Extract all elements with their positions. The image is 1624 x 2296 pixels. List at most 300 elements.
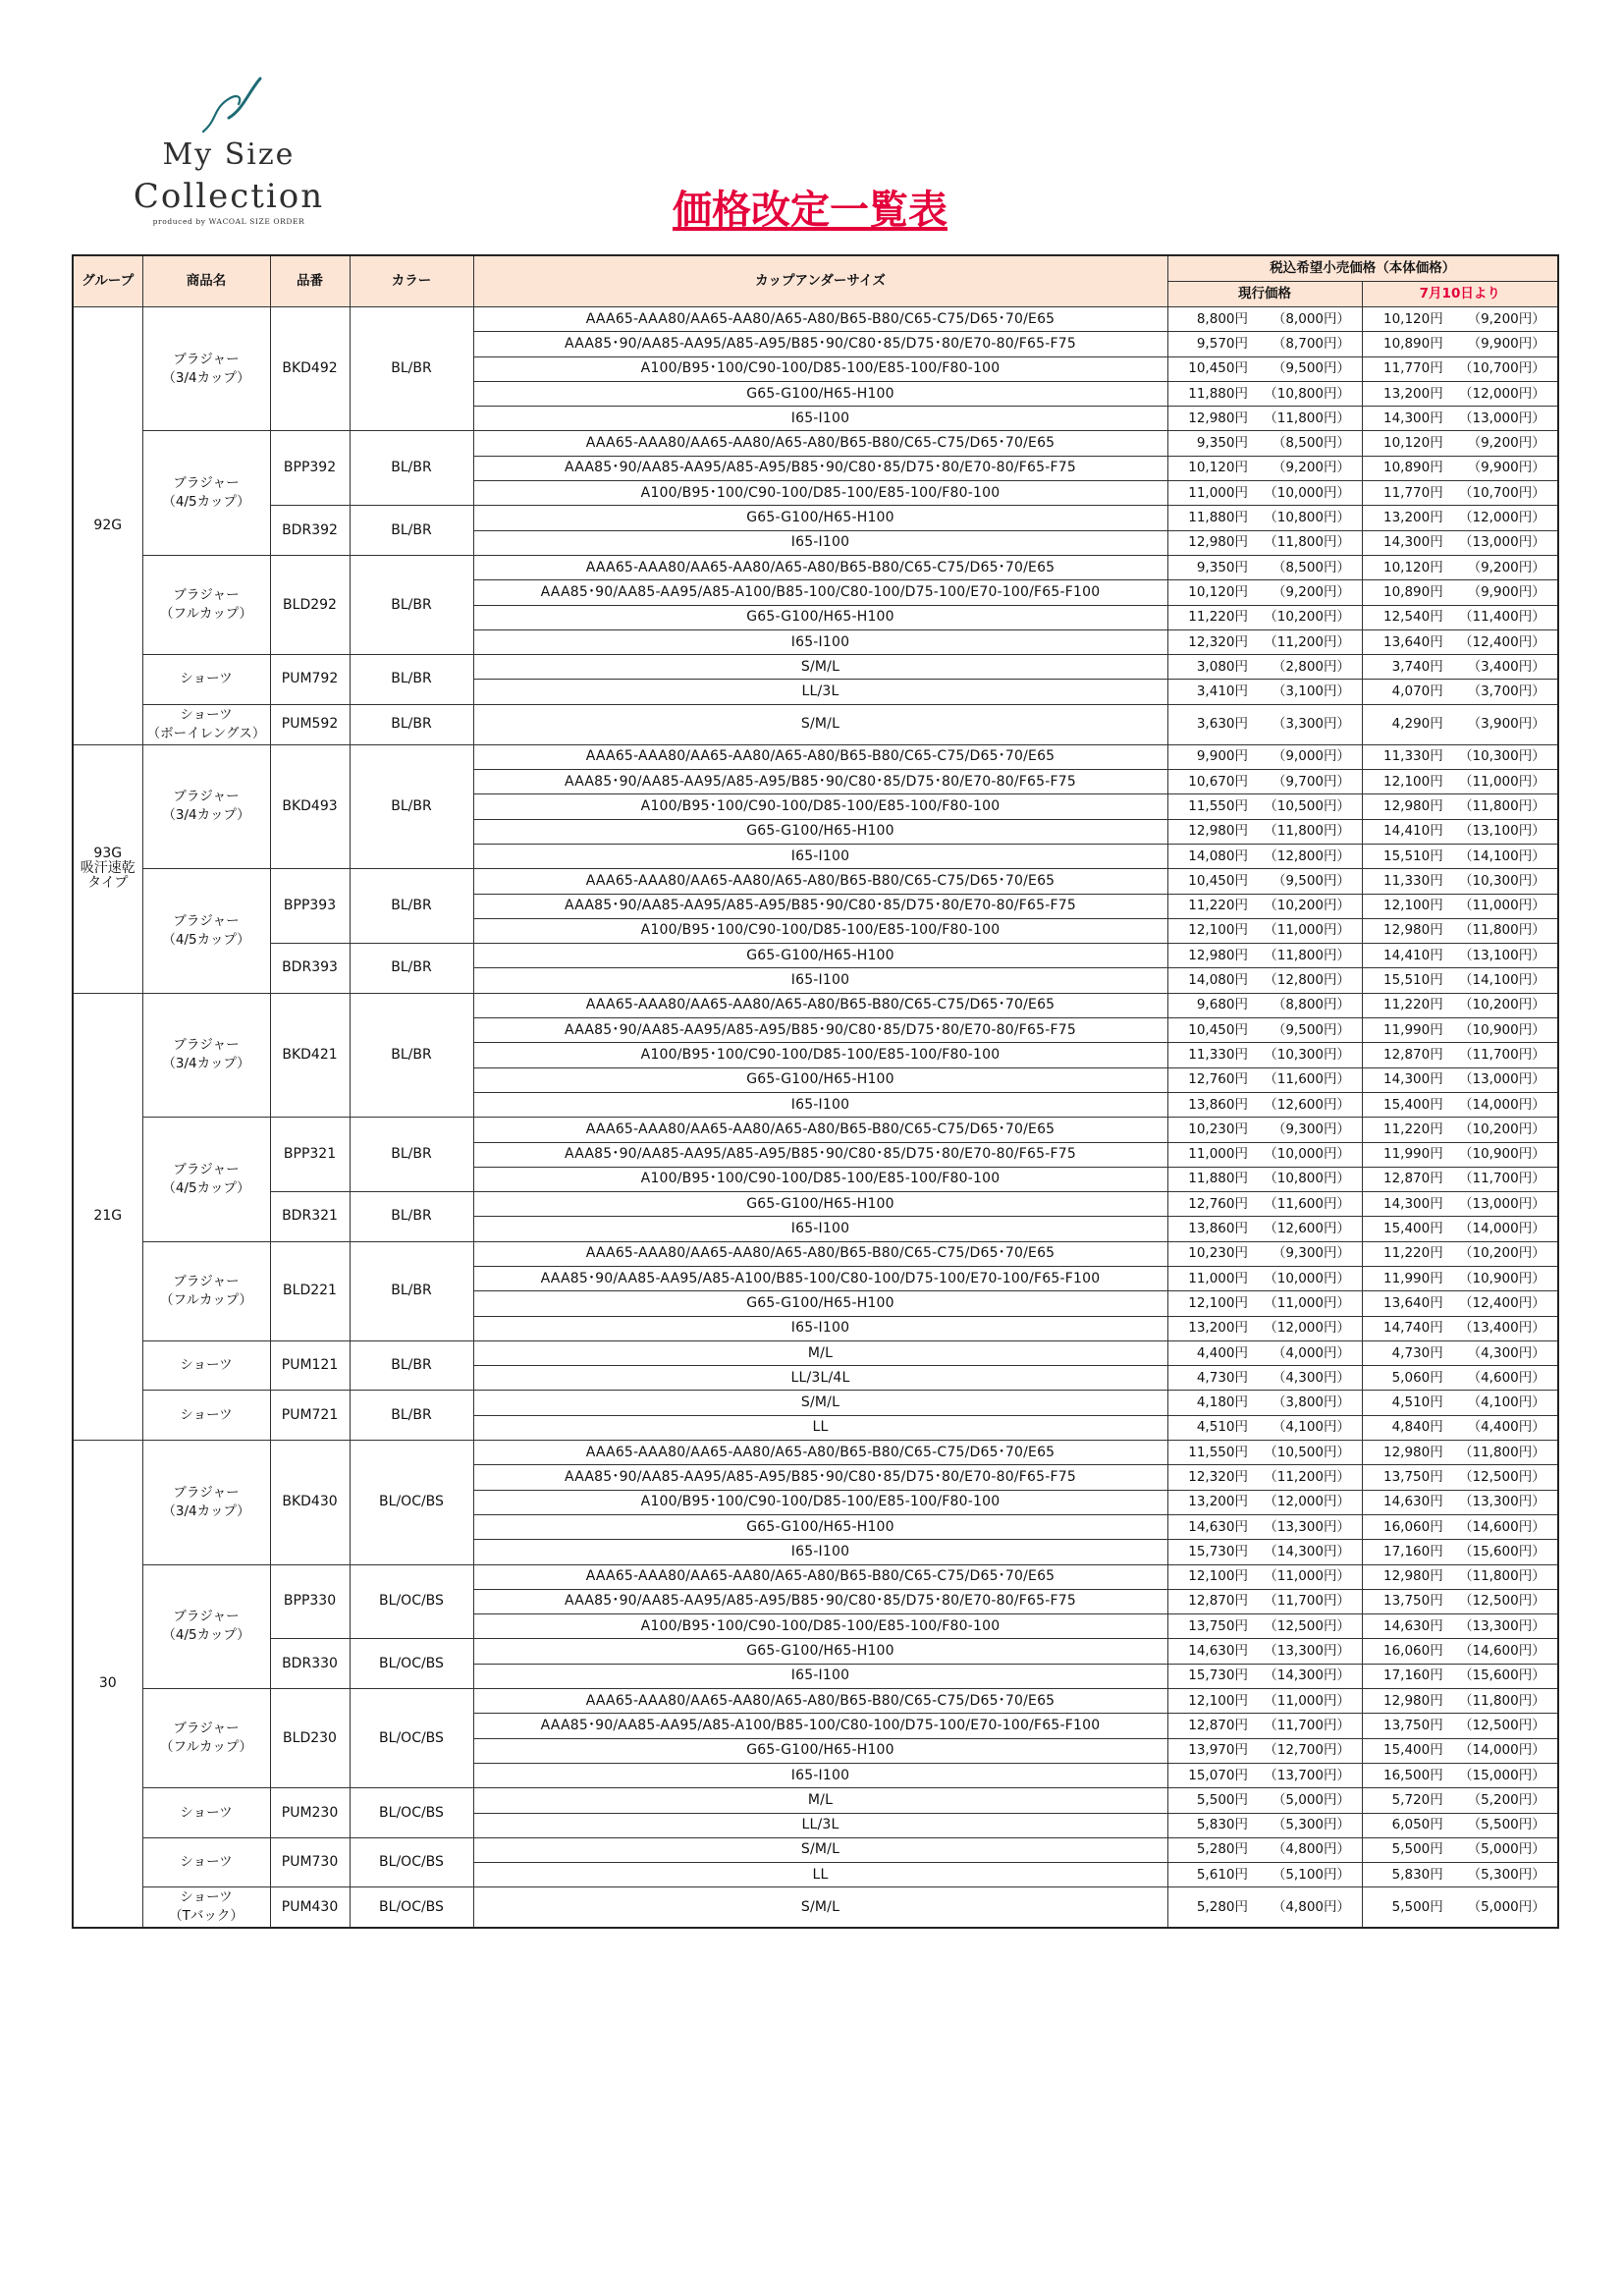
price-with-tax: 15,070円 <box>1188 1767 1248 1783</box>
color-cell: BL/BR <box>350 1340 473 1391</box>
size-cell: AAA85･90/AA85-AA95/A85-A95/B85･90/C80･85/D75･80/E70-80/F65-F75 <box>473 1589 1167 1613</box>
price-base: （11,800円） <box>1459 922 1545 939</box>
logo-tagline: produced by WACOAL SIZE ORDER <box>152 217 305 226</box>
table-row <box>73 555 1558 579</box>
price-with-tax: 13,200円 <box>1383 510 1443 526</box>
price-base: （14,100円） <box>1459 972 1545 989</box>
product-code-cell: BKD430 <box>270 1441 350 1564</box>
price-with-tax: 12,980円 <box>1383 1692 1443 1709</box>
price-with-tax: 12,320円 <box>1188 633 1248 650</box>
product-name-cell: ブラジャー （4/5カップ） <box>142 1564 270 1688</box>
current-price-cell <box>1167 1863 1362 1887</box>
new-price-cell <box>1362 1664 1558 1688</box>
table-row <box>73 1340 1558 1365</box>
price-with-tax: 11,550円 <box>1188 797 1248 814</box>
price-with-tax: 13,860円 <box>1188 1221 1248 1237</box>
current-price-cell <box>1167 381 1362 406</box>
price-base: （5,300円） <box>1272 1817 1350 1833</box>
price-base: （4,100円） <box>1272 1419 1350 1436</box>
current-price-cell <box>1167 1092 1362 1117</box>
price-base: （12,800円） <box>1264 847 1350 864</box>
price-with-tax: 11,880円 <box>1188 510 1248 526</box>
price-base: （13,300円） <box>1459 1617 1545 1634</box>
size-cell: G65-G100/H65-H100 <box>473 1067 1167 1092</box>
size-cell: I65-I100 <box>473 968 1167 993</box>
current-price-cell <box>1167 1788 1362 1813</box>
price-base: （3,800円） <box>1272 1394 1350 1411</box>
price-base: （5,000円） <box>1467 1898 1545 1915</box>
current-price-cell <box>1167 894 1362 918</box>
current-price-cell <box>1167 1266 1362 1290</box>
price-base: （15,000円） <box>1459 1767 1545 1783</box>
price-with-tax: 12,100円 <box>1188 1294 1248 1311</box>
product-code-cell: PUM792 <box>270 655 350 705</box>
price-base: （10,800円） <box>1264 385 1350 402</box>
table-row <box>73 1241 1558 1266</box>
price-with-tax: 14,410円 <box>1383 823 1443 840</box>
price-with-tax: 14,300円 <box>1383 1195 1443 1212</box>
price-with-tax: 13,750円 <box>1383 1593 1443 1610</box>
product-name-cell: ブラジャー （3/4カップ） <box>142 307 270 431</box>
product-code-cell: BPP330 <box>270 1564 350 1639</box>
size-cell: G65-G100/H65-H100 <box>473 819 1167 844</box>
new-price-cell <box>1362 1837 1558 1862</box>
product-name-cell: ショーツ <box>142 655 270 705</box>
price-with-tax: 11,550円 <box>1188 1444 1248 1460</box>
price-with-tax: 11,770円 <box>1383 360 1443 377</box>
new-price-cell <box>1362 1714 1558 1738</box>
price-base: （12,400円） <box>1459 633 1545 650</box>
current-price-cell <box>1167 1738 1362 1763</box>
price-base: （14,000円） <box>1459 1096 1545 1113</box>
product-code-cell: BKD492 <box>270 307 350 431</box>
price-base: （9,200円） <box>1272 583 1350 600</box>
price-base: （13,700円） <box>1264 1767 1350 1783</box>
new-price-cell <box>1362 1813 1558 1837</box>
color-cell: BL/BR <box>350 655 473 705</box>
size-cell: A100/B95･100/C90-100/D85-100/E85-100/F80-100 <box>473 918 1167 943</box>
price-with-tax: 12,100円 <box>1383 773 1443 790</box>
price-base: （11,700円） <box>1264 1593 1350 1610</box>
price-with-tax: 6,050円 <box>1391 1817 1443 1833</box>
size-cell: AAA65-AAA80/AA65-AA80/A65-A80/B65-B80/C65-C75/D65･70/E65 <box>473 555 1167 579</box>
current-price-cell <box>1167 431 1362 456</box>
price-base: （11,000円） <box>1459 773 1545 790</box>
price-with-tax: 15,400円 <box>1383 1096 1443 1113</box>
color-cell: BL/OC/BS <box>350 1788 473 1838</box>
price-base: （10,300円） <box>1264 1046 1350 1063</box>
price-with-tax: 11,990円 <box>1383 1146 1443 1163</box>
new-price-cell <box>1362 1340 1558 1365</box>
color-cell: BL/OC/BS <box>350 1887 473 1929</box>
price-with-tax: 4,730円 <box>1391 1344 1443 1361</box>
price-base: （8,800円） <box>1272 997 1350 1013</box>
price-with-tax: 8,800円 <box>1196 310 1248 327</box>
header-size: カップアンダーサイズ <box>473 255 1167 307</box>
price-with-tax: 5,280円 <box>1196 1841 1248 1858</box>
price-with-tax: 15,730円 <box>1188 1543 1248 1559</box>
price-base: （12,000円） <box>1459 385 1545 402</box>
size-cell: M/L <box>473 1788 1167 1813</box>
price-base: （11,700円） <box>1264 1717 1350 1733</box>
price-base: （12,700円） <box>1264 1742 1350 1759</box>
product-name-cell: ブラジャー （3/4カップ） <box>142 744 270 868</box>
product-code-cell: BLD230 <box>270 1689 350 1788</box>
price-with-tax: 5,720円 <box>1391 1791 1443 1808</box>
current-price-cell <box>1167 1192 1362 1217</box>
color-cell: BL/BR <box>350 704 473 744</box>
new-price-cell <box>1362 1887 1558 1929</box>
price-with-tax: 16,060円 <box>1383 1643 1443 1660</box>
price-base: （5,100円） <box>1272 1866 1350 1883</box>
header-current-price: 現行価格 <box>1167 282 1362 307</box>
new-price-cell <box>1362 1788 1558 1813</box>
current-price-cell <box>1167 1018 1362 1043</box>
price-base: （9,200円） <box>1272 460 1350 476</box>
product-code-cell: BPP393 <box>270 869 350 944</box>
product-name-cell: ショーツ （ボーイレングス） <box>142 704 270 744</box>
price-base: （10,200円） <box>1459 1245 1545 1262</box>
product-code-cell: BDR392 <box>270 506 350 556</box>
price-with-tax: 12,870円 <box>1383 1046 1443 1063</box>
size-cell: S/M/L <box>473 704 1167 744</box>
current-price-cell <box>1167 1763 1362 1787</box>
price-with-tax: 13,640円 <box>1383 633 1443 650</box>
current-price-cell <box>1167 869 1362 894</box>
page-title: 価格改定一覧表 <box>673 188 947 233</box>
price-with-tax: 12,870円 <box>1188 1717 1248 1733</box>
size-cell: G65-G100/H65-H100 <box>473 944 1167 968</box>
price-with-tax: 5,500円 <box>1391 1898 1443 1915</box>
price-base: （10,800円） <box>1264 510 1350 526</box>
price-with-tax: 11,990円 <box>1383 1270 1443 1286</box>
logo-text-line1: My Size <box>162 137 296 172</box>
size-cell: AAA85･90/AA85-AA95/A85-A100/B85-100/C80-100/D75-100/E70-100/F65-F100 <box>473 1266 1167 1290</box>
price-base: （4,100円） <box>1467 1394 1545 1411</box>
logo-text-line2: Collection <box>133 177 325 216</box>
price-base: （11,000円） <box>1459 898 1545 914</box>
new-price-cell <box>1362 1564 1558 1589</box>
price-with-tax: 17,160円 <box>1383 1667 1443 1684</box>
new-price-cell <box>1362 307 1558 332</box>
table-row <box>73 506 1558 530</box>
price-base: （11,200円） <box>1264 1469 1350 1485</box>
color-cell: BL/BR <box>350 555 473 654</box>
price-base: （13,300円） <box>1264 1518 1350 1535</box>
price-with-tax: 14,630円 <box>1188 1643 1248 1660</box>
price-base: （13,400円） <box>1459 1320 1545 1337</box>
current-price-cell <box>1167 744 1362 769</box>
new-price-cell <box>1362 356 1558 381</box>
price-base: （9,200円） <box>1467 435 1545 452</box>
price-base: （10,000円） <box>1264 1146 1350 1163</box>
size-cell: LL/3L/4L <box>473 1366 1167 1391</box>
size-cell: S/M/L <box>473 655 1167 680</box>
price-with-tax: 4,510円 <box>1391 1394 1443 1411</box>
color-cell: BL/BR <box>350 307 473 431</box>
price-with-tax: 4,290円 <box>1391 716 1443 733</box>
price-with-tax: 15,400円 <box>1383 1742 1443 1759</box>
price-with-tax: 14,630円 <box>1383 1494 1443 1510</box>
price-with-tax: 12,760円 <box>1188 1195 1248 1212</box>
price-base: （3,400円） <box>1467 658 1545 675</box>
size-cell: A100/B95･100/C90-100/D85-100/E85-100/F80-100 <box>473 1614 1167 1639</box>
color-cell: BL/BR <box>350 869 473 944</box>
price-with-tax: 17,160円 <box>1383 1543 1443 1559</box>
new-price-cell <box>1362 1217 1558 1241</box>
size-cell: AAA85･90/AA85-AA95/A85-A95/B85･90/C80･85/D75･80/E70-80/F65-F75 <box>473 1018 1167 1043</box>
table-row <box>73 655 1558 680</box>
header-group: グループ <box>73 255 142 307</box>
current-price-cell <box>1167 704 1362 744</box>
current-price-cell <box>1167 1514 1362 1539</box>
price-with-tax: 12,980円 <box>1383 1444 1443 1460</box>
price-base: （9,900円） <box>1467 583 1545 600</box>
current-price-cell <box>1167 332 1362 356</box>
current-price-cell <box>1167 456 1362 480</box>
price-with-tax: 5,830円 <box>1391 1866 1443 1883</box>
price-base: （8,000円） <box>1272 310 1350 327</box>
price-with-tax: 12,980円 <box>1383 797 1443 814</box>
color-cell: BL/OC/BS <box>350 1564 473 1639</box>
price-base: （9,200円） <box>1467 310 1545 327</box>
new-price-cell <box>1362 1192 1558 1217</box>
price-base: （11,700円） <box>1459 1171 1545 1187</box>
size-cell: M/L <box>473 1340 1167 1365</box>
new-price-cell <box>1362 844 1558 868</box>
size-cell: I65-I100 <box>473 1092 1167 1117</box>
price-with-tax: 10,450円 <box>1188 872 1248 889</box>
price-base: （12,500円） <box>1459 1717 1545 1733</box>
price-with-tax: 13,200円 <box>1188 1320 1248 1337</box>
price-base: （12,400円） <box>1459 1294 1545 1311</box>
new-price-cell <box>1362 1614 1558 1639</box>
current-price-cell <box>1167 770 1362 794</box>
new-price-cell <box>1362 680 1558 704</box>
size-cell: AAA85･90/AA85-AA95/A85-A95/B85･90/C80･85/D75･80/E70-80/F65-F75 <box>473 332 1167 356</box>
price-with-tax: 12,320円 <box>1188 1469 1248 1485</box>
current-price-cell <box>1167 629 1362 654</box>
size-cell: I65-I100 <box>473 407 1167 431</box>
current-price-cell <box>1167 918 1362 943</box>
current-price-cell <box>1167 1813 1362 1837</box>
price-with-tax: 5,500円 <box>1196 1791 1248 1808</box>
current-price-cell <box>1167 1589 1362 1613</box>
color-cell: BL/BR <box>350 993 473 1117</box>
size-cell: G65-G100/H65-H100 <box>473 605 1167 629</box>
header-price: 税込希望小売価格（本体価格） <box>1167 255 1558 282</box>
price-with-tax: 11,990円 <box>1383 1021 1443 1038</box>
color-cell: BL/BR <box>350 744 473 868</box>
current-price-cell <box>1167 844 1362 868</box>
price-with-tax: 12,980円 <box>1188 410 1248 426</box>
price-base: （12,500円） <box>1459 1469 1545 1485</box>
price-base: （15,600円） <box>1459 1667 1545 1684</box>
price-base: （10,900円） <box>1459 1021 1545 1038</box>
price-with-tax: 12,540円 <box>1383 609 1443 626</box>
group-cell: 21G <box>73 993 142 1440</box>
new-price-cell <box>1362 1415 1558 1440</box>
color-cell: BL/BR <box>350 1391 473 1441</box>
new-price-cell <box>1362 1142 1558 1167</box>
product-name-cell: ショーツ <box>142 1340 270 1391</box>
price-base: （4,300円） <box>1467 1344 1545 1361</box>
new-price-cell <box>1362 993 1558 1017</box>
price-with-tax: 14,630円 <box>1383 1617 1443 1634</box>
size-cell: AAA85･90/AA85-AA95/A85-A95/B85･90/C80･85/D75･80/E70-80/F65-F75 <box>473 894 1167 918</box>
new-price-cell <box>1362 1118 1558 1142</box>
price-with-tax: 14,410円 <box>1383 947 1443 963</box>
new-price-cell <box>1362 794 1558 819</box>
size-cell: I65-I100 <box>473 1664 1167 1688</box>
new-price-cell <box>1362 1639 1558 1664</box>
price-with-tax: 3,630円 <box>1196 716 1248 733</box>
table-row <box>73 1788 1558 1813</box>
price-base: （8,700円） <box>1272 335 1350 352</box>
price-base: （10,200円） <box>1459 1121 1545 1137</box>
size-cell: S/M/L <box>473 1391 1167 1415</box>
table-row <box>73 1391 1558 1415</box>
price-with-tax: 11,330円 <box>1383 872 1443 889</box>
price-base: （5,300円） <box>1467 1866 1545 1883</box>
new-price-cell <box>1362 1366 1558 1391</box>
size-cell: A100/B95･100/C90-100/D85-100/E85-100/F80-100 <box>473 1490 1167 1514</box>
current-price-cell <box>1167 1241 1362 1266</box>
color-cell: BL/BR <box>350 431 473 506</box>
price-base: （13,000円） <box>1459 1071 1545 1088</box>
price-base: （13,000円） <box>1459 410 1545 426</box>
price-base: （9,900円） <box>1467 335 1545 352</box>
size-cell: I65-I100 <box>473 1540 1167 1564</box>
new-price-cell <box>1362 968 1558 993</box>
price-base: （13,000円） <box>1459 1195 1545 1212</box>
group-cell: 93G 吸汗速乾 タイプ <box>73 744 142 993</box>
price-base: （10,000円） <box>1264 1270 1350 1286</box>
current-price-cell <box>1167 794 1362 819</box>
table-row <box>73 869 1558 894</box>
price-base: （14,100円） <box>1459 847 1545 864</box>
current-price-cell <box>1167 1043 1362 1067</box>
price-with-tax: 9,570円 <box>1196 335 1248 352</box>
current-price-cell <box>1167 1664 1362 1688</box>
price-with-tax: 12,100円 <box>1188 922 1248 939</box>
price-with-tax: 10,120円 <box>1383 559 1443 575</box>
size-cell: AAA65-AAA80/AA65-AA80/A65-A80/B65-B80/C65-C75/D65･70/E65 <box>473 307 1167 332</box>
price-base: （5,000円） <box>1272 1791 1350 1808</box>
new-price-cell <box>1362 1316 1558 1340</box>
price-with-tax: 10,230円 <box>1188 1121 1248 1137</box>
color-cell: BL/BR <box>350 1192 473 1242</box>
current-price-cell <box>1167 993 1362 1017</box>
price-with-tax: 3,080円 <box>1196 658 1248 675</box>
price-table <box>72 254 1559 1929</box>
price-base: （13,100円） <box>1459 947 1545 963</box>
current-price-cell <box>1167 1291 1362 1316</box>
size-cell: AAA65-AAA80/AA65-AA80/A65-A80/B65-B80/C65-C75/D65･70/E65 <box>473 1441 1167 1465</box>
current-price-cell <box>1167 407 1362 431</box>
new-price-cell <box>1362 770 1558 794</box>
size-cell: LL/3L <box>473 680 1167 704</box>
price-base: （11,800円） <box>1459 1444 1545 1460</box>
size-cell: AAA85･90/AA85-AA95/A85-A95/B85･90/C80･85/D75･80/E70-80/F65-F75 <box>473 770 1167 794</box>
price-base: （5,000円） <box>1467 1841 1545 1858</box>
header-color: カラー <box>350 255 473 307</box>
new-price-cell <box>1362 1863 1558 1887</box>
price-with-tax: 12,980円 <box>1188 947 1248 963</box>
price-base: （12,000円） <box>1459 510 1545 526</box>
price-with-tax: 15,400円 <box>1383 1221 1443 1237</box>
price-with-tax: 16,500円 <box>1383 1767 1443 1783</box>
price-with-tax: 10,450円 <box>1188 360 1248 377</box>
price-with-tax: 11,220円 <box>1383 997 1443 1013</box>
size-cell: AAA65-AAA80/AA65-AA80/A65-A80/B65-B80/C65-C75/D65･70/E65 <box>473 1564 1167 1589</box>
product-name-cell: ショーツ <box>142 1837 270 1887</box>
current-price-cell <box>1167 1067 1362 1092</box>
price-base: （12,800円） <box>1264 972 1350 989</box>
current-price-cell <box>1167 968 1362 993</box>
current-price-cell <box>1167 1316 1362 1340</box>
price-base: （3,100円） <box>1272 683 1350 700</box>
current-price-cell <box>1167 1217 1362 1241</box>
price-with-tax: 10,890円 <box>1383 583 1443 600</box>
price-base: （5,500円） <box>1467 1817 1545 1833</box>
new-price-cell <box>1362 1241 1558 1266</box>
price-base: （8,500円） <box>1272 559 1350 575</box>
price-with-tax: 10,670円 <box>1188 773 1248 790</box>
current-price-cell <box>1167 605 1362 629</box>
price-with-tax: 13,200円 <box>1188 1494 1248 1510</box>
price-base: （9,300円） <box>1272 1245 1350 1262</box>
current-price-cell <box>1167 1167 1362 1191</box>
price-with-tax: 12,870円 <box>1188 1593 1248 1610</box>
table-row <box>73 993 1558 1017</box>
price-with-tax: 14,300円 <box>1383 1071 1443 1088</box>
price-base: （15,600円） <box>1459 1543 1545 1559</box>
price-base: （10,200円） <box>1264 898 1350 914</box>
current-price-cell <box>1167 530 1362 555</box>
price-base: （12,000円） <box>1264 1320 1350 1337</box>
price-base: （11,800円） <box>1264 534 1350 551</box>
size-cell: A100/B95･100/C90-100/D85-100/E85-100/F80-100 <box>473 1043 1167 1067</box>
price-base: （14,600円） <box>1459 1518 1545 1535</box>
price-with-tax: 4,730円 <box>1196 1369 1248 1386</box>
price-with-tax: 11,220円 <box>1188 898 1248 914</box>
price-with-tax: 11,220円 <box>1188 609 1248 626</box>
group-cell: 30 <box>73 1441 142 1929</box>
color-cell: BL/BR <box>350 944 473 994</box>
product-code-cell: PUM730 <box>270 1837 350 1887</box>
color-cell: BL/OC/BS <box>350 1639 473 1689</box>
price-base: （4,800円） <box>1272 1841 1350 1858</box>
price-base: （9,500円） <box>1272 1021 1350 1038</box>
product-code-cell: PUM721 <box>270 1391 350 1441</box>
current-price-cell <box>1167 1614 1362 1639</box>
product-name-cell: ショーツ （Tバック） <box>142 1887 270 1929</box>
price-with-tax: 14,740円 <box>1383 1320 1443 1337</box>
price-with-tax: 11,000円 <box>1188 1270 1248 1286</box>
new-price-cell <box>1362 1465 1558 1490</box>
price-with-tax: 9,350円 <box>1196 435 1248 452</box>
product-name-cell: ブラジャー （4/5カップ） <box>142 1118 270 1241</box>
price-base: （9,700円） <box>1272 773 1350 790</box>
size-cell: I65-I100 <box>473 1316 1167 1340</box>
size-cell: AAA65-AAA80/AA65-AA80/A65-A80/B65-B80/C65-C75/D65･70/E65 <box>473 744 1167 769</box>
product-code-cell: BKD493 <box>270 744 350 868</box>
price-with-tax: 15,510円 <box>1383 847 1443 864</box>
price-with-tax: 5,500円 <box>1391 1841 1443 1858</box>
price-with-tax: 15,510円 <box>1383 972 1443 989</box>
color-cell: BL/BR <box>350 1118 473 1192</box>
